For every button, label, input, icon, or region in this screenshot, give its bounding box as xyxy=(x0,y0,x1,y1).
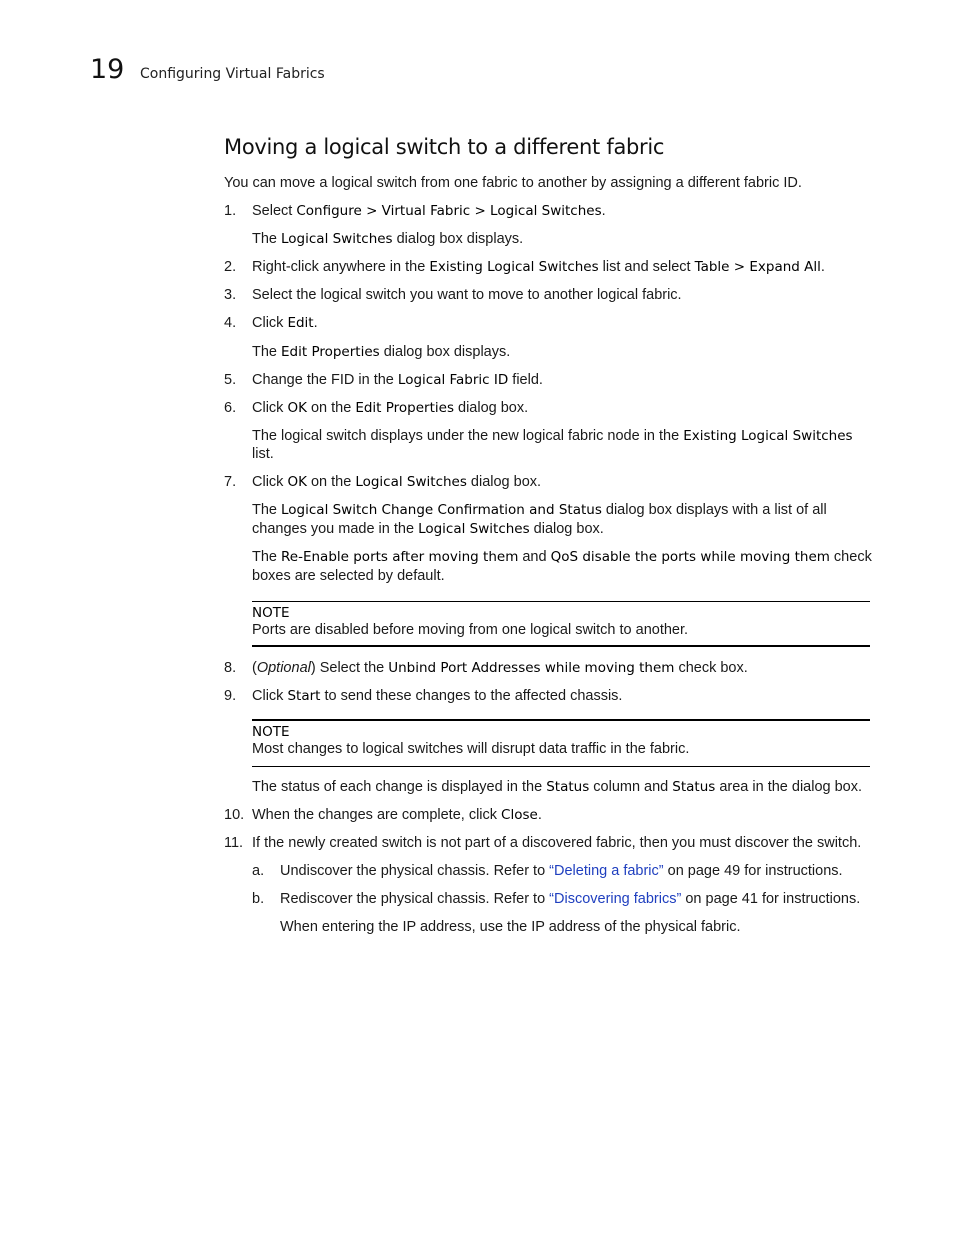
ui-term: Logical Switches xyxy=(281,231,393,247)
step-number: 9. xyxy=(224,688,237,704)
step-number: 8. xyxy=(224,660,237,676)
step-4: Click Edit. xyxy=(252,315,318,331)
ui-term: QoS disable the ports while moving them xyxy=(550,549,830,565)
step-7-checkbox-note-cont: boxes are selected by default. xyxy=(252,568,445,584)
ui-term: Edit Properties xyxy=(355,400,454,416)
ui-term: Status xyxy=(672,779,716,795)
step-number: 7. xyxy=(224,474,237,490)
section-heading: Moving a logical switch to a different fabric xyxy=(224,135,665,159)
step-6: Click OK on the Edit Properties dialog box. xyxy=(252,400,529,416)
note-label: NOTE xyxy=(252,605,290,621)
step-10: When the changes are complete, click Close. xyxy=(252,807,542,823)
step-number: 10. xyxy=(224,807,245,823)
note-top-rule xyxy=(252,719,870,721)
ui-term: Edit Properties xyxy=(281,344,380,360)
ui-term: OK xyxy=(287,474,307,490)
step-number: 6. xyxy=(224,400,237,416)
step-number: 3. xyxy=(224,287,237,303)
ui-term: Logical Fabric ID xyxy=(397,372,509,388)
ui-term: Logical Switch Change Confirmation and Status xyxy=(281,502,602,518)
menu-path: Configure > Virtual Fabric > Logical Switches xyxy=(296,203,602,219)
note-label: NOTE xyxy=(252,724,290,740)
step-number: 5. xyxy=(224,372,237,388)
intro-paragraph: You can move a logical switch from one fabric to another by assigning a different fabric ID. xyxy=(224,175,802,191)
step-4-result: The Edit Properties dialog box displays. xyxy=(252,344,511,360)
step-6-result: The logical switch displays under the new logical fabric node in the Existing Logical Switches xyxy=(252,428,853,444)
substep-b-result: When entering the IP address, use the IP address of the physical fabric. xyxy=(280,919,741,935)
step-8: (Optional) Select the Unbind Port Addresses while moving them check box. xyxy=(252,660,748,676)
step-6-result-cont: list. xyxy=(252,446,274,462)
note-text: Most changes to logical switches will disrupt data traffic in the fabric. xyxy=(252,741,690,757)
ui-term: Close xyxy=(501,807,538,823)
substep-letter: b. xyxy=(252,891,265,907)
step-7-result: The Logical Switch Change Confirmation and Status dialog box displays with a list of all xyxy=(252,502,827,518)
ui-term: Logical Switches xyxy=(355,474,467,490)
step-number: 2. xyxy=(224,259,237,275)
substep-a: Undiscover the physical chassis. Refer to “Deleting a fabric” on page 49 for instructions. xyxy=(280,863,843,879)
step-text: Select xyxy=(252,203,297,219)
step-9-result: The status of each change is displayed in the Status column and Status area in the dialog box. xyxy=(252,779,863,795)
note-bottom-rule xyxy=(252,766,870,767)
chapter-number: 19 xyxy=(90,54,125,85)
step-7-checkbox-note: The Re-Enable ports after moving them and QoS disable the ports while moving them check xyxy=(252,549,872,565)
step-11: If the newly created switch is not part of a discovered fabric, then you must discover the switch. xyxy=(252,835,862,851)
ui-term: Status xyxy=(546,779,590,795)
substep-letter: a. xyxy=(252,863,265,879)
step-1 xyxy=(252,202,606,220)
ui-term: Re-Enable ports after moving them xyxy=(281,549,519,565)
ui-term: Edit xyxy=(287,315,314,331)
note-bottom-rule xyxy=(252,645,870,647)
step-2: Right-click anywhere in the Existing Logical Switches list and select Table > Expand All. xyxy=(252,259,825,275)
deleting-fabric-link[interactable]: “Deleting a fabric” xyxy=(549,863,664,879)
menu-path: Table > Expand All xyxy=(694,259,821,275)
step-number: 4. xyxy=(224,315,237,331)
step-7: Click OK on the Logical Switches dialog box. xyxy=(252,474,542,490)
step-1-result: The Logical Switches dialog box displays. xyxy=(252,231,524,247)
chapter-title: Configuring Virtual Fabrics xyxy=(140,66,325,82)
step-number: 1. xyxy=(224,203,237,219)
note-text: Ports are disabled before moving from one logical switch to another. xyxy=(252,622,689,638)
step-9: Click Start to send these changes to the affected chassis. xyxy=(252,688,623,704)
step-7-result-cont: changes you made in the Logical Switches dialog box. xyxy=(252,521,604,537)
ui-term: OK xyxy=(287,400,307,416)
substep-b: Rediscover the physical chassis. Refer to “Discovering fabrics” on page 41 for instructions. xyxy=(280,891,861,907)
step-text: . xyxy=(601,203,606,219)
step-number: 11. xyxy=(224,835,244,851)
optional-label: Optional xyxy=(256,660,311,676)
step-5: Change the FID in the Logical Fabric ID field. xyxy=(252,372,543,388)
ui-term: Existing Logical Switches xyxy=(429,259,599,275)
step-3: Select the logical switch you want to move to another logical fabric. xyxy=(252,287,682,303)
ui-term: Logical Switches xyxy=(418,521,530,537)
ui-term: Start xyxy=(287,688,321,704)
ui-term: Existing Logical Switches xyxy=(683,428,853,444)
discovering-fabrics-link[interactable]: “Discovering fabrics” xyxy=(549,891,682,907)
note-top-rule xyxy=(252,601,870,602)
ui-term: Unbind Port Addresses while moving them xyxy=(388,660,675,676)
